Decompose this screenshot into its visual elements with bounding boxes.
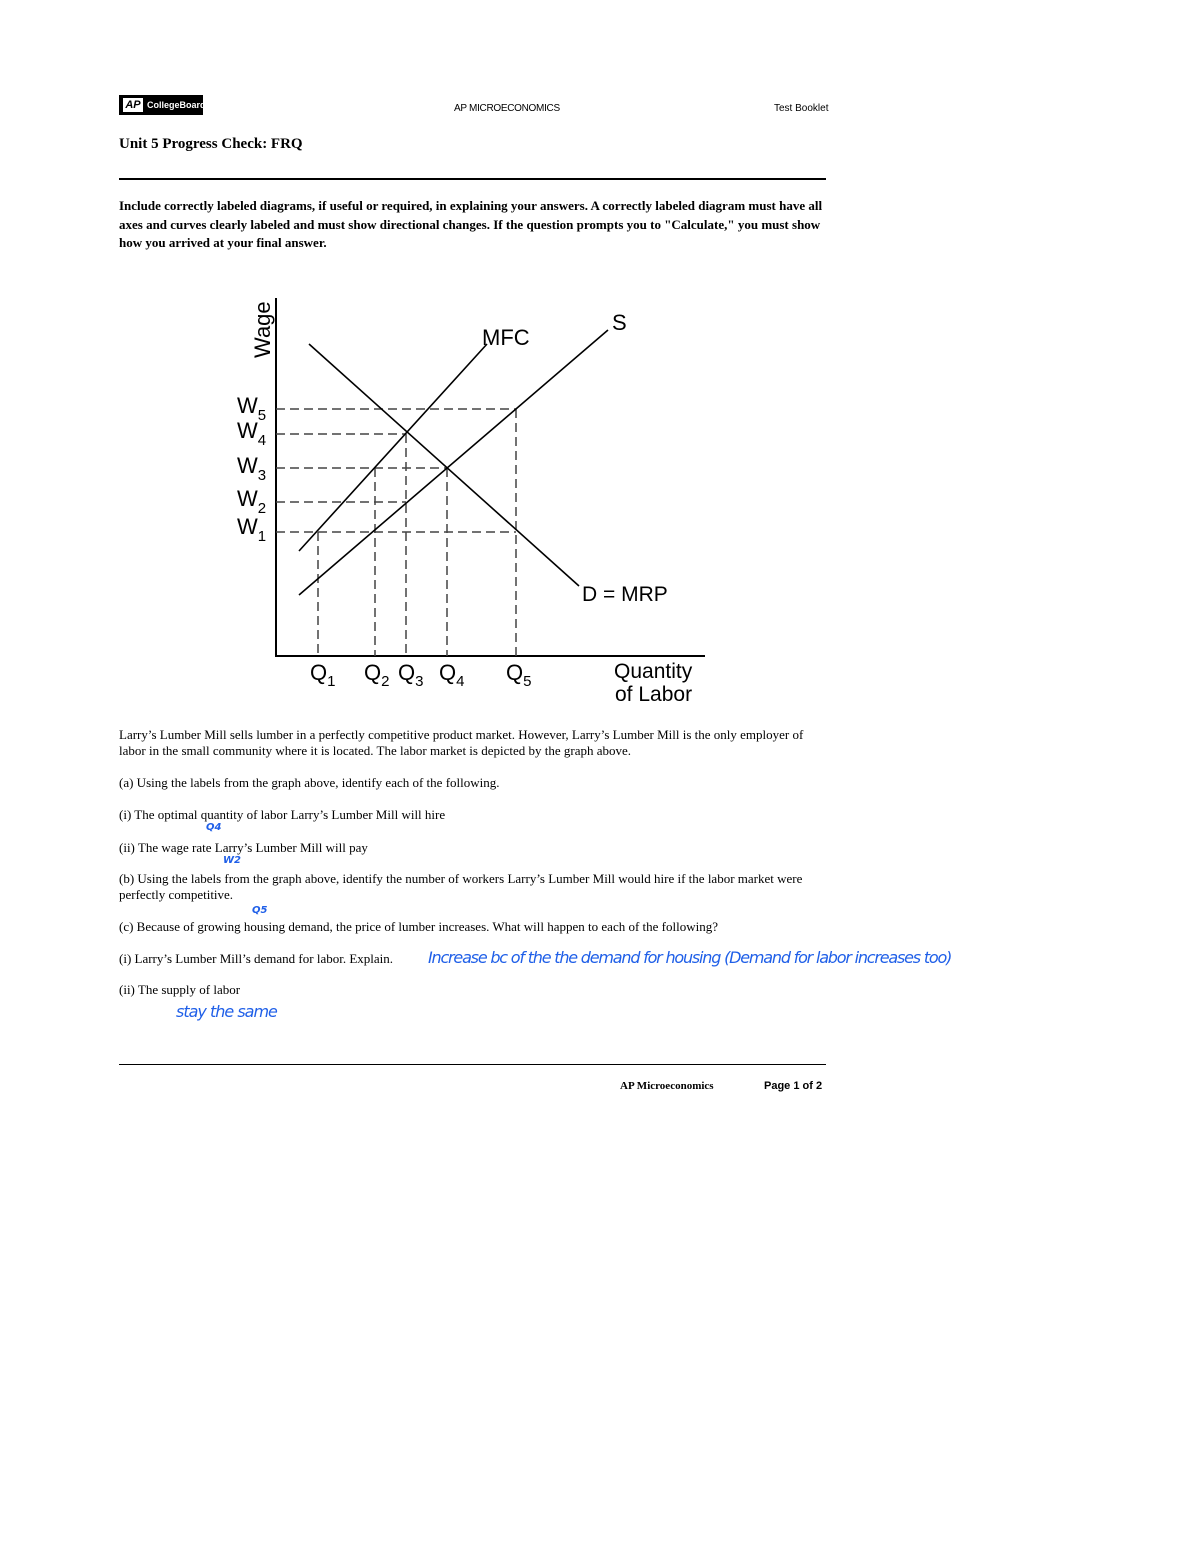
- wage-label-w1: $W_1$: [237, 514, 267, 545]
- x-axis-label-line1: Quantity: [614, 660, 693, 683]
- question-a: (a) Using the labels from the graph above, identify each of the following.: [119, 775, 500, 790]
- mfc-curve: [299, 344, 487, 551]
- question-c-ii: (ii) The supply of labor: [119, 982, 241, 997]
- labor-market-graph: [230, 286, 730, 716]
- header-booklet: Test Booklet: [774, 103, 829, 114]
- header-divider: [119, 178, 826, 180]
- wage-label-w4: $W_4$: [237, 418, 267, 449]
- question-a-i: (i) The optimal quantity of labor Larry’s Lumber Mill will hire: [119, 807, 446, 822]
- wage-label-w3: $W_3$: [237, 453, 267, 484]
- mfc-label: MFC: [482, 325, 530, 350]
- question-a-ii: (ii) The wage rate Larry’s Lumber Mill will pay: [119, 840, 368, 855]
- quantity-label-q2: $Q_2$: [364, 660, 390, 690]
- demand-label: D = MRP: [582, 583, 668, 606]
- handwritten-answer-a-i: Q4: [206, 822, 222, 833]
- question-c-i: (i) Larry’s Lumber Mill’s demand for labor. Explain.: [119, 951, 394, 966]
- quantity-label-q3: $Q_3$: [398, 660, 424, 690]
- question-b: (b) Using the labels from the graph above, identify the number of workers Larry’s Lumber Mill would hire if the labor market were perfectly competitive.: [119, 871, 803, 902]
- handwritten-answer-c-ii: stay the same: [176, 1002, 277, 1021]
- handwritten-answer-b: Q5: [252, 905, 268, 916]
- quantity-label-q4: $Q_4$: [439, 660, 465, 690]
- quantity-label-q5: $Q_5$: [506, 660, 532, 690]
- handwritten-answer-a-ii: W2: [223, 855, 241, 866]
- footer-divider: [119, 1064, 826, 1065]
- wage-label-w5: $W_5$: [237, 393, 267, 424]
- demand-curve: [309, 344, 579, 586]
- page-number: Page 1 of 2: [764, 1080, 823, 1092]
- supply-label: S: [612, 310, 627, 335]
- passage: Larry’s Lumber Mill sells lumber in a perfectly competitive product market. However, Larry’s Lumber Mill is the only employer of labor in the small community where it is located. The labor market is depicted by the graph above.: [119, 727, 804, 758]
- logo-ap-mark: AP: [123, 98, 143, 112]
- header-course: AP MICROECONOMICS: [454, 103, 560, 114]
- supply-curve: [299, 330, 608, 595]
- y-axis-label: Wage: [250, 301, 275, 358]
- handwritten-answer-c-i: Increase bc of the the demand for housing (Demand for labor increases too): [428, 948, 952, 967]
- logo-wordmark: CollegeBoard: [147, 100, 206, 110]
- wage-label-w2: $W_2$: [237, 486, 267, 517]
- instructions: Include correctly labeled diagrams, if useful or required, in explaining your answers. A correctly labeled diagram must have all axes and curves clearly labeled and must show directional changes. If the question prompts you to "Calculate," you must show how you arrived at your final answer.: [119, 198, 823, 250]
- x-axis-label-line2: of Labor: [615, 683, 693, 706]
- question-c: (c) Because of growing housing demand, the price of lumber increases. What will happen to each of the following?: [119, 919, 719, 934]
- footer-course: AP Microeconomics: [620, 1080, 714, 1092]
- page-title: Unit 5 Progress Check: FRQ: [119, 136, 303, 152]
- quantity-label-q1: $Q_1$: [310, 660, 336, 690]
- college-board-logo: [119, 95, 206, 115]
